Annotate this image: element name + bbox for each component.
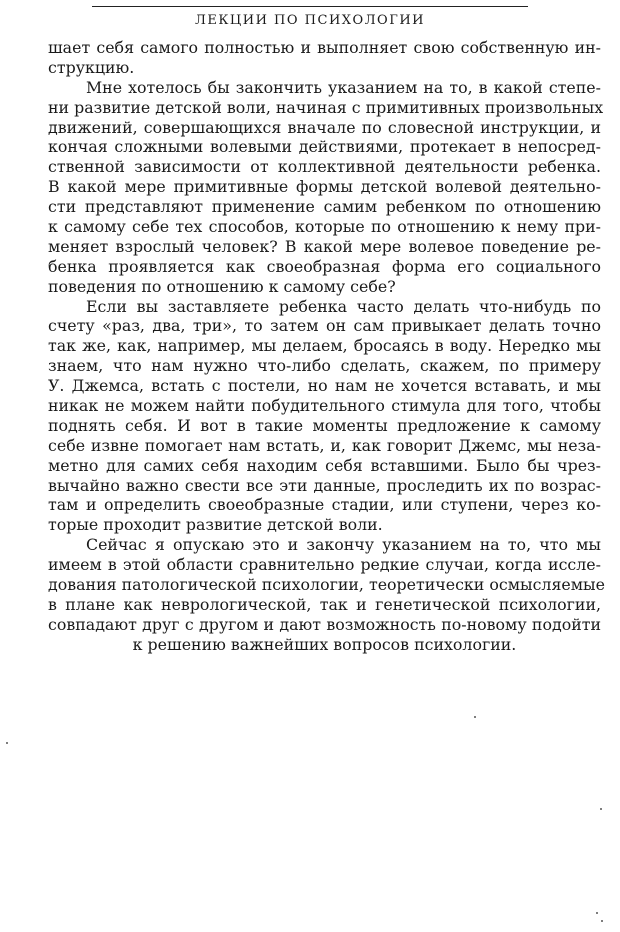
text-line: В какой мере примитивные формы детской волевой деятельно-	[48, 177, 601, 197]
text-line: там и определить своеобразные стадии, или ступени, через ко-	[48, 495, 601, 515]
text-line: счету «раз, два, три», то затем он сам привыкает делать точно	[48, 316, 601, 336]
scan-speck	[474, 716, 476, 718]
text-line: знаем, что нам нужно что-либо сделать, скажем, по примеру	[48, 356, 601, 376]
text-line: к самому себе тех способов, которые по отношению к нему при-	[48, 217, 601, 237]
header-rule	[92, 6, 528, 7]
scan-speck	[600, 808, 602, 810]
text-line: бенка проявляется как своеобразная форма его социального	[48, 256, 601, 276]
text-line: Мне хотелось бы закончить указанием на то, в какой степе-	[86, 77, 601, 97]
text-line: вычайно важно свести все эти данные, проследить их по возрас-	[48, 475, 601, 495]
page-body	[48, 38, 605, 655]
text-line: меняет взрослый человек? В какой мере волевое поведение ре-	[48, 236, 601, 256]
text-line: Если вы заставляете ребенка часто делать что-нибудь по	[86, 296, 601, 316]
text-line: так же, как, например, мы делаем, бросаясь в воду. Нередко мы	[48, 336, 601, 356]
text-line: движений, совершающихся вначале по словесной инструкции, и	[48, 117, 601, 137]
text-line: ственной зависимости от коллективной деятельности ребенка.	[48, 157, 601, 177]
text-line: поведения по отношению к самому себе?	[48, 276, 396, 296]
text-line: дования патологической психологии, теоретически осмысляемые	[48, 575, 605, 595]
text-line: имеем в этой области сравнительно редкие случаи, когда иссле-	[48, 555, 601, 575]
text-line: сти представляют применение самим ребенком по отношению	[48, 197, 601, 217]
scan-speck	[596, 912, 598, 914]
text-line: торые проходит развитие детской воли.	[48, 515, 383, 535]
text-line: совпадают друг с другом и дают возможность по-новому подойти	[48, 614, 601, 634]
text-line: У. Джемса, встать с постели, но нам не хочется вставать, и мы	[48, 376, 601, 396]
text-line: в плане как неврологической, так и генетической психологии,	[48, 594, 601, 614]
text-line: себе извне помогает нам встать, и, как говорит Джемс, мы неза-	[48, 435, 601, 455]
scan-speck	[6, 742, 8, 744]
scan-speck	[601, 920, 603, 922]
text-line: ни развитие детской воли, начиная с примитивных произвольных	[48, 97, 604, 117]
text-line: Сейчас я опускаю это и закончу указанием на то, что мы	[86, 535, 601, 555]
text-line: шает себя самого полностью и выполняет свою собственную ин-	[48, 38, 601, 57]
text-line: струкцию.	[48, 57, 135, 77]
text-line: к решению важнейших вопросов психологии.	[132, 634, 517, 654]
text-line: поднять себя. И вот в такие моменты предложение к самому	[48, 415, 601, 435]
text-line: метно для самих себя находим себя вставшими. Было бы чрез-	[48, 455, 601, 475]
text-line: никак не можем найти побудительного стимула для того, чтобы	[48, 396, 601, 416]
running-title: ЛЕКЦИИ ПО ПСИХОЛОГИИ	[195, 13, 425, 28]
text-line: кончая сложными волевыми действиями, протекает в непосред-	[48, 137, 601, 157]
